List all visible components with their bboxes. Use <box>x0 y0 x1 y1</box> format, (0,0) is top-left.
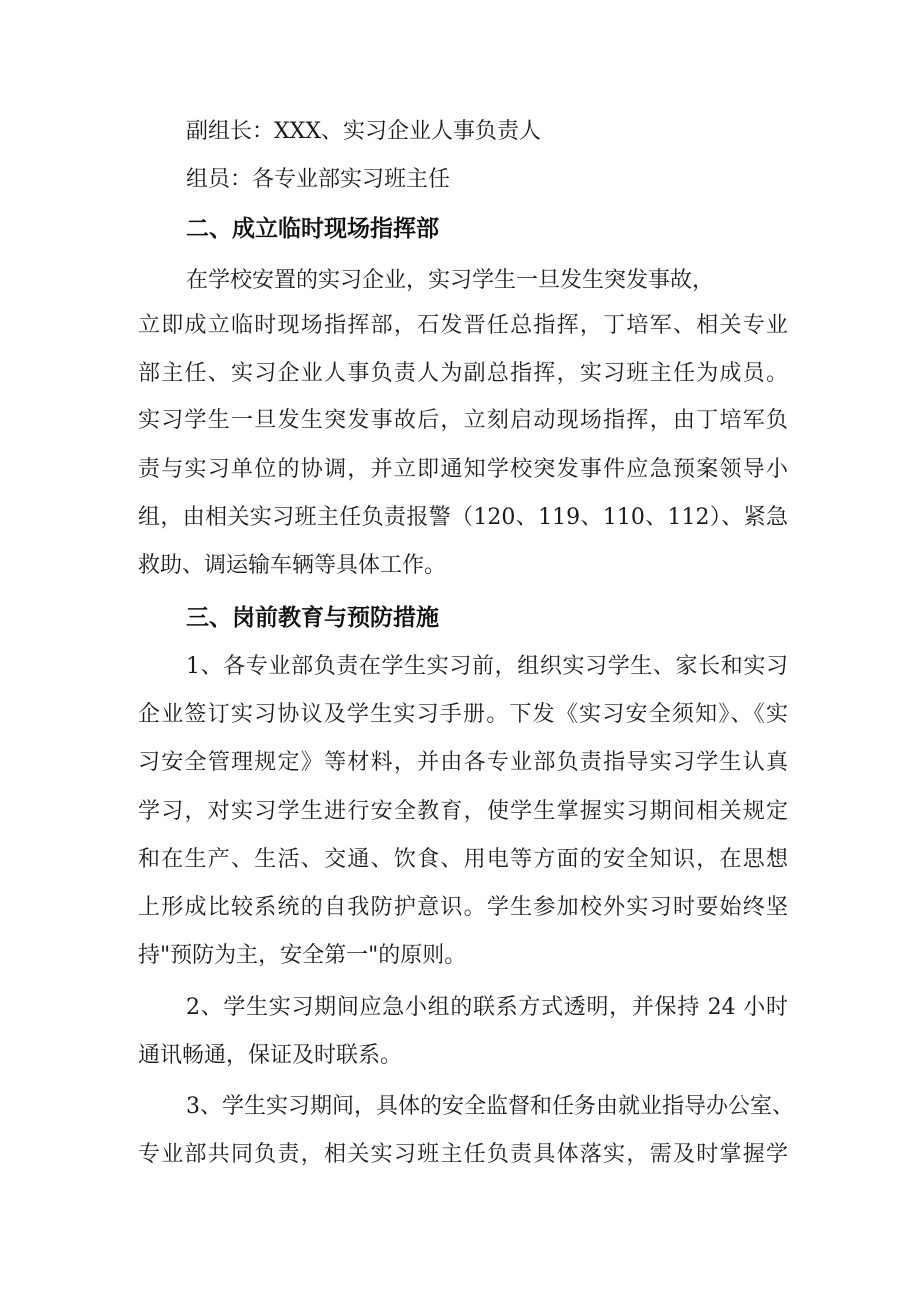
section-2-line: 实习学生一旦发生突发事故后，立刻启动现场指挥，由丁培军负 <box>138 408 788 433</box>
item-2-line: 通讯畅通，保证及时联系。 <box>138 1043 403 1068</box>
item-3-line: 专业部共同负责，相关实习班主任负责具体落实，需及时掌握学 <box>138 1142 788 1167</box>
item-1-line: 1、各专业部负责在学生实习前，组织实习学生、家长和实习 <box>186 654 788 679</box>
team-members-line: 组员：各专业部实习班主任 <box>186 167 451 192</box>
item-1-line: 持"预防为主，安全第一"的原则。 <box>138 943 467 968</box>
item-3-line: 3、学生实习期间，具体的安全监督和任务由就业指导办公室、 <box>186 1094 794 1119</box>
item-1-line: 习安全管理规定》等材料，并由各专业部负责指导实习学生认真 <box>138 750 788 775</box>
section-2-line: 在学校安置的实习企业，实习学生一旦发生突发事故， <box>186 268 715 293</box>
item-1-line: 和在生产、生活、交通、饮食、用电等方面的安全知识，在思想 <box>138 847 788 872</box>
item-1-line: 上形成比较系统的自我防护意识。学生参加校外实习时要始终坚 <box>138 895 788 920</box>
section-2-line: 责与实习单位的协调，并立即通知学校突发事件应急预案领导小 <box>138 457 788 482</box>
section-2-heading: 二、成立临时现场指挥部 <box>186 216 439 242</box>
section-2-line: 立即成立临时现场指挥部，石发晋任总指挥，丁培军、相关专业 <box>138 313 788 338</box>
deputy-leader-line: 副组长：XXX、实习企业人事负责人 <box>186 119 541 144</box>
section-2-line: 救助、调运输车辆等具体工作。 <box>138 553 447 578</box>
section-3-heading: 三、岗前教育与预防措施 <box>186 605 439 631</box>
item-1-line: 学习，对实习学生进行安全教育，使学生掌握实习期间相关规定 <box>138 799 788 824</box>
section-2-line: 组，由相关实习班主任负责报警（120、119、110、112）、紧急 <box>138 505 788 530</box>
item-1-line: 企业签订实习协议及学生实习手册。下发《实习安全须知》、《实 <box>138 702 788 727</box>
item-2-line: 2、学生实习期间应急小组的联系方式透明，并保持 24 小时 <box>186 995 788 1020</box>
section-2-line: 部主任、实习企业人事负责人为副总指挥，实习班主任为成员。 <box>138 361 788 386</box>
